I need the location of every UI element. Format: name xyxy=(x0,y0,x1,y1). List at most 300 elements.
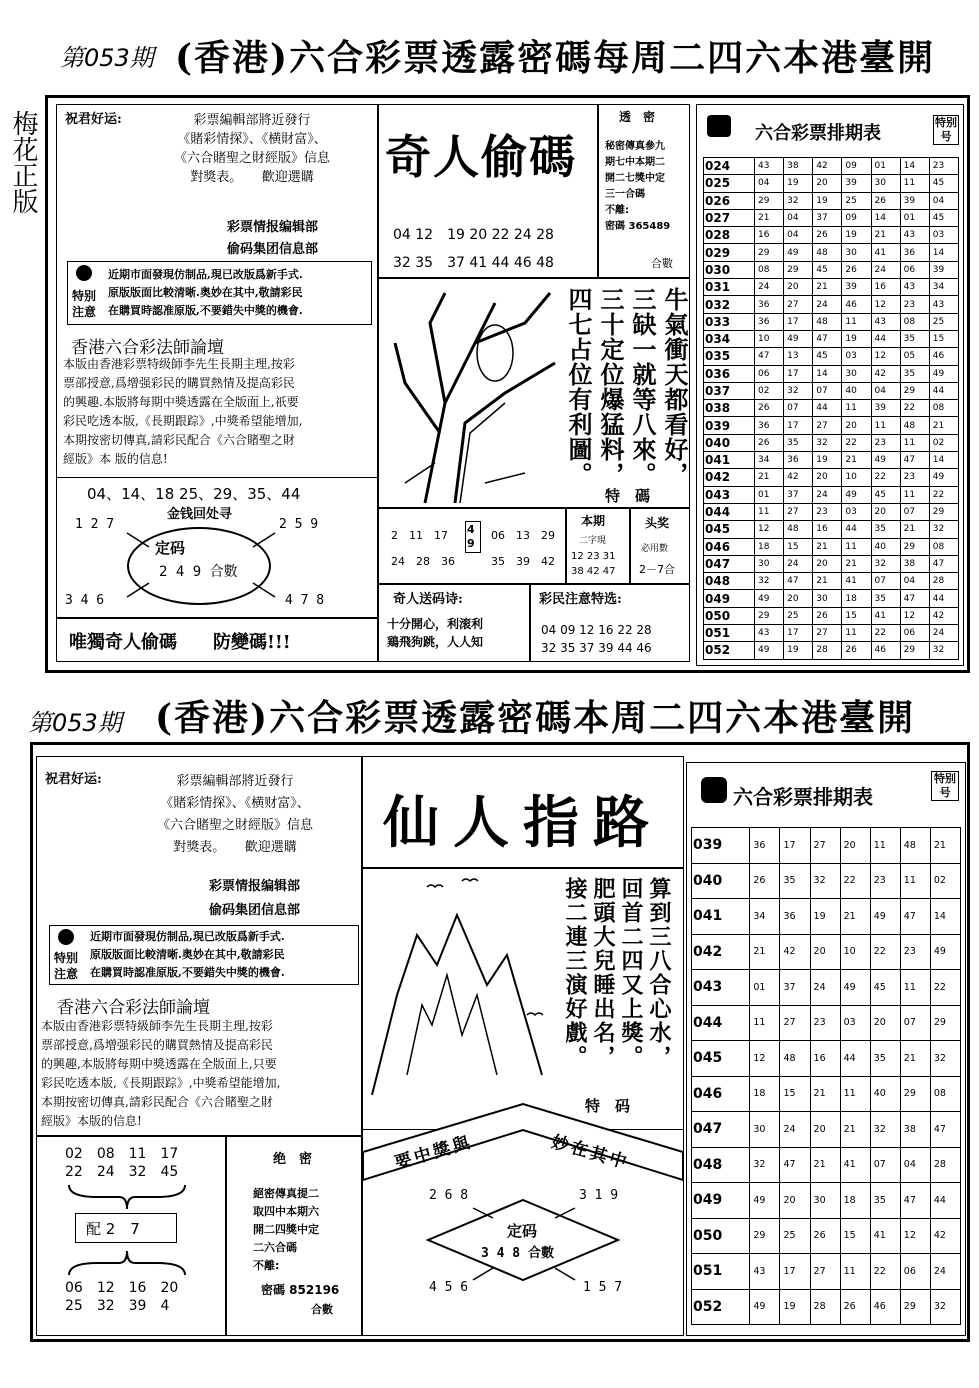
number-cell: 36 xyxy=(784,452,813,469)
number-cell: 21 xyxy=(813,279,842,296)
number-cell: 35 xyxy=(784,434,813,451)
number-cell: 32 xyxy=(810,863,840,899)
period-cell: 045 xyxy=(704,521,755,538)
top-side-label: 梅花正版 xyxy=(8,110,38,214)
number-cell: 36 xyxy=(750,828,780,864)
top-benqi-sub: 二字現 xyxy=(579,536,607,546)
number-cell: 47 xyxy=(813,330,842,347)
number-cell: 49 xyxy=(842,486,871,503)
number-cell: 19 xyxy=(780,1289,810,1325)
top-qiren-poem-title: 奇人送码诗: xyxy=(393,592,463,607)
number-cell: 03 xyxy=(929,227,958,244)
number-cell: 22 xyxy=(840,863,870,899)
top-corner-tr: 2 5 9 xyxy=(279,517,319,532)
bottom-table-box xyxy=(686,762,966,1336)
period-cell: 043 xyxy=(692,970,750,1006)
number-cell: 27 xyxy=(780,1005,810,1041)
number-cell: 20 xyxy=(871,503,900,520)
period-cell: 046 xyxy=(704,538,755,555)
number-cell: 47 xyxy=(900,899,930,935)
table-row xyxy=(704,175,959,192)
table-row xyxy=(704,486,959,503)
number-cell: 21 xyxy=(813,573,842,590)
table-row xyxy=(692,1218,961,1254)
top-qiren-title: 奇人偷碼 xyxy=(385,130,577,184)
number-cell: 08 xyxy=(755,261,784,278)
number-cell: 19 xyxy=(813,452,842,469)
number-cell: 35 xyxy=(900,330,929,347)
table-row xyxy=(704,296,959,313)
top-benqi-nums: 12 23 31 38 42 47 xyxy=(571,551,616,577)
number-cell: 20 xyxy=(784,279,813,296)
number-cell: 21 xyxy=(755,209,784,226)
number-cell: 35 xyxy=(870,1041,900,1077)
number-cell: 39 xyxy=(871,400,900,417)
period-cell: 044 xyxy=(704,503,755,520)
number-cell: 02 xyxy=(930,863,960,899)
number-cell: 49 xyxy=(750,1183,780,1219)
table-row xyxy=(704,192,959,209)
number-cell: 21 xyxy=(930,828,960,864)
number-cell: 41 xyxy=(871,607,900,624)
number-cell: 43 xyxy=(755,625,784,642)
top-benqi xyxy=(566,508,630,584)
table-row xyxy=(704,625,959,642)
number-cell: 26 xyxy=(750,863,780,899)
number-cell: 12 xyxy=(900,607,929,624)
table-row xyxy=(692,863,961,899)
bottom-issue-mark: 第053期 xyxy=(28,709,122,737)
number-cell: 24 xyxy=(813,296,842,313)
number-cell: 17 xyxy=(780,828,810,864)
top-issue-mark: 第053期 xyxy=(60,44,154,72)
period-cell: 048 xyxy=(692,1147,750,1183)
number-cell: 42 xyxy=(871,365,900,382)
number-cell: 04 xyxy=(755,175,784,192)
number-cell: 40 xyxy=(871,538,900,555)
bottom-juemi-lines: 絕密傳真提二 取四中本期六 開二四獎中定 二六合碼 不離: xyxy=(253,1187,319,1272)
number-cell: 22 xyxy=(870,1254,900,1290)
table-row xyxy=(704,382,959,399)
top-table-special: 特别号 xyxy=(935,116,957,143)
number-cell: 21 xyxy=(842,555,871,572)
number-cell: 45 xyxy=(870,970,900,1006)
number-cell: 19 xyxy=(842,227,871,244)
table-row xyxy=(704,330,959,347)
number-cell: 46 xyxy=(929,348,958,365)
number-cell: 28 xyxy=(929,573,958,590)
bottom-juemi-title: 绝 密 xyxy=(273,1152,313,1167)
bottom-poem-line-2: 回首二四又上獎。 xyxy=(618,877,644,1069)
number-cell: 27 xyxy=(813,417,842,434)
number-cell: 12 xyxy=(900,1218,930,1254)
period-cell: 045 xyxy=(692,1041,750,1077)
number-cell: 46 xyxy=(871,642,900,659)
period-cell: 027 xyxy=(704,209,755,226)
number-cell: 27 xyxy=(813,625,842,642)
number-cell: 10 xyxy=(840,934,870,970)
number-cell: 03 xyxy=(840,1005,870,1041)
number-cell: 15 xyxy=(784,538,813,555)
number-cell: 32 xyxy=(813,434,842,451)
top-notice xyxy=(67,261,372,325)
number-cell: 35 xyxy=(871,521,900,538)
top-mini-mid: 49 xyxy=(465,521,481,553)
number-cell: 48 xyxy=(813,244,842,261)
bottom-pei: 配 2 7 xyxy=(86,1220,140,1238)
number-cell: 11 xyxy=(842,313,871,330)
period-cell: 036 xyxy=(704,365,755,382)
number-cell: 32 xyxy=(930,1041,960,1077)
top-toumi-title: 透 密 xyxy=(619,110,656,124)
number-cell: 42 xyxy=(813,158,842,175)
top-title: (香港)六合彩票透露密碼每周二四六本港臺開 xyxy=(175,37,936,79)
number-cell: 17 xyxy=(784,313,813,330)
number-cell: 09 xyxy=(842,158,871,175)
tree-illustration xyxy=(385,283,565,505)
number-cell: 10 xyxy=(755,330,784,347)
number-cell: 20 xyxy=(840,828,870,864)
top-toumi-suffix: 合數 xyxy=(651,257,673,270)
number-cell: 20 xyxy=(813,469,842,486)
number-cell: 42 xyxy=(780,934,810,970)
number-cell: 20 xyxy=(870,1005,900,1041)
number-cell: 08 xyxy=(929,538,958,555)
number-cell: 11 xyxy=(755,503,784,520)
table-row xyxy=(704,573,959,590)
number-cell: 14 xyxy=(929,244,958,261)
number-cell: 32 xyxy=(870,1112,900,1148)
bottom-table-title: 六合彩票排期表 xyxy=(733,785,873,809)
period-cell: 024 xyxy=(704,158,755,175)
number-cell: 47 xyxy=(784,573,813,590)
period-cell: 050 xyxy=(704,607,755,624)
top-table-box xyxy=(696,104,964,666)
top-forum-title: 香港六合彩法師論壇 xyxy=(71,338,224,358)
number-cell: 14 xyxy=(929,452,958,469)
top-schedule-table xyxy=(703,157,959,660)
table-row xyxy=(692,1254,961,1290)
number-cell: 03 xyxy=(842,348,871,365)
flower-icon xyxy=(76,265,92,281)
number-cell: 08 xyxy=(930,1076,960,1112)
bottom-notice-label: 特别注意 xyxy=(54,951,79,981)
number-cell: 30 xyxy=(750,1112,780,1148)
number-cell: 34 xyxy=(929,279,958,296)
table-row xyxy=(692,899,961,935)
number-cell: 18 xyxy=(750,1076,780,1112)
dragon-icon xyxy=(701,777,727,803)
number-cell: 35 xyxy=(780,863,810,899)
number-cell: 04 xyxy=(784,227,813,244)
number-cell: 44 xyxy=(813,400,842,417)
number-cell: 07 xyxy=(900,1005,930,1041)
number-cell: 30 xyxy=(842,244,871,261)
table-row xyxy=(704,348,959,365)
number-cell: 04 xyxy=(871,382,900,399)
mountain-illustration xyxy=(367,875,567,1115)
number-cell: 49 xyxy=(784,244,813,261)
number-cell: 49 xyxy=(755,642,784,659)
number-cell: 46 xyxy=(842,296,871,313)
period-cell: 025 xyxy=(704,175,755,192)
top-benqi-title: 本期 xyxy=(581,514,606,528)
number-cell: 19 xyxy=(784,642,813,659)
bottom-nums-top: 02 08 11 17 22 24 32 45 xyxy=(65,1146,179,1180)
number-cell: 05 xyxy=(900,348,929,365)
number-cell: 11 xyxy=(840,1254,870,1290)
number-cell: 24 xyxy=(755,279,784,296)
bottom-banner-left: 要中獎與 xyxy=(392,1132,475,1174)
number-cell: 22 xyxy=(871,469,900,486)
table-row xyxy=(704,538,959,555)
number-cell: 13 xyxy=(784,348,813,365)
number-cell: 21 xyxy=(900,1041,930,1077)
number-cell: 39 xyxy=(900,192,929,209)
brace-top xyxy=(67,1183,187,1213)
number-cell: 48 xyxy=(780,1041,810,1077)
number-cell: 20 xyxy=(810,934,840,970)
number-cell: 17 xyxy=(784,417,813,434)
bottom-title: (香港)六合彩票透露密碼本周二四六本港臺開 xyxy=(155,697,916,739)
number-cell: 21 xyxy=(810,1147,840,1183)
top-poem-line-2: 三缺一就等八來。 xyxy=(628,287,657,487)
number-cell: 37 xyxy=(813,209,842,226)
number-cell: 10 xyxy=(842,469,871,486)
number-cell: 25 xyxy=(929,313,958,330)
top-qiren-poem-lines: 十分開心，利滚利 鶏飛狗跳，人人知 xyxy=(387,617,484,649)
number-cell: 15 xyxy=(929,330,958,347)
top-qiren-box xyxy=(378,104,598,278)
period-cell: 034 xyxy=(704,330,755,347)
bottom-dingma-panel xyxy=(362,1100,684,1336)
number-cell: 21 xyxy=(813,538,842,555)
number-cell: 27 xyxy=(784,503,813,520)
number-cell: 30 xyxy=(813,590,842,607)
top-caimin-title: 彩民注意特选: xyxy=(539,592,622,607)
number-cell: 26 xyxy=(842,642,871,659)
number-cell: 41 xyxy=(840,1147,870,1183)
number-cell: 16 xyxy=(810,1041,840,1077)
number-cell: 29 xyxy=(900,538,929,555)
number-cell: 22 xyxy=(900,400,929,417)
number-cell: 19 xyxy=(810,899,840,935)
top-slogan: 唯獨奇人偷碼 防變碼!!! xyxy=(69,632,291,653)
table-row xyxy=(704,590,959,607)
number-cell: 43 xyxy=(900,279,929,296)
top-mini-right: 06 13 29 35 39 42 xyxy=(491,529,555,568)
number-cell: 43 xyxy=(750,1254,780,1290)
number-cell: 29 xyxy=(755,607,784,624)
number-cell: 27 xyxy=(810,1254,840,1290)
number-cell: 40 xyxy=(842,382,871,399)
top-notice-text: 近期市面發現仿制品,現已改版爲新手式. 原版版面比較清晰.奥妙在其中,敬請彩民 在購買時認准原版,不要錯失中獎的機會. xyxy=(108,268,303,317)
bottom-org: 彩票情报编辑部 偷码集团信息部 xyxy=(209,879,301,918)
bottom-forum-body: 本版由香港彩票特級師李先生長期主理,按彩 票部授意,爲增强彩民的購買熱情及提高彩民 的興趣,本版將每期中獎透露在全版面上,只要 彩民吃透本版,《長期跟踪》,中獎希望能增加, 本期按密切傳真,請彩民配合《六合賭聖之財 經版》本版的信息! xyxy=(41,1019,281,1128)
top-left-panel xyxy=(56,104,378,618)
period-cell: 040 xyxy=(704,434,755,451)
number-cell: 40 xyxy=(870,1076,900,1112)
number-cell: 23 xyxy=(929,158,958,175)
number-cell: 28 xyxy=(813,642,842,659)
bottom-juemi-code: 密碼 852196 xyxy=(261,1283,340,1297)
number-cell: 11 xyxy=(900,863,930,899)
table-row xyxy=(704,400,959,417)
number-cell: 11 xyxy=(900,434,929,451)
number-cell: 08 xyxy=(900,313,929,330)
bottom-nums-bottom: 06 12 16 20 25 32 39 4 xyxy=(65,1280,179,1314)
number-cell: 38 xyxy=(900,555,929,572)
number-cell: 15 xyxy=(842,607,871,624)
table-row xyxy=(704,521,959,538)
bottom-poem-box xyxy=(362,868,684,1130)
number-cell: 36 xyxy=(755,296,784,313)
table-row xyxy=(692,1005,961,1041)
flower-icon xyxy=(58,929,74,945)
period-cell: 033 xyxy=(704,313,755,330)
number-cell: 21 xyxy=(840,1112,870,1148)
number-cell: 44 xyxy=(840,1041,870,1077)
top-poem-line-3: 三十定位爆猛料， xyxy=(596,287,625,487)
table-row xyxy=(692,970,961,1006)
number-cell: 29 xyxy=(784,261,813,278)
top-qiren-poem xyxy=(378,584,530,662)
number-cell: 20 xyxy=(784,590,813,607)
number-cell: 35 xyxy=(870,1183,900,1219)
period-cell: 047 xyxy=(692,1112,750,1148)
bottom-poem-line-1: 算到三八合心水， xyxy=(646,877,672,1069)
bottom-poem-special: 特 码 xyxy=(585,1097,631,1115)
number-cell: 26 xyxy=(840,1289,870,1325)
top-mini-nums xyxy=(378,508,566,584)
number-cell: 16 xyxy=(813,521,842,538)
bottom-corner-bl: 4 5 6 xyxy=(429,1280,469,1295)
number-cell: 12 xyxy=(871,296,900,313)
bottom-greeting-text: 彩票編輯部將近發行 《賭彩情探》、《横财富》、 《六合賭聖之財經版》信息 對獎表。 歡迎選購 xyxy=(156,774,313,855)
number-cell: 29 xyxy=(929,503,958,520)
number-cell: 07 xyxy=(870,1147,900,1183)
number-cell: 22 xyxy=(842,434,871,451)
number-cell: 18 xyxy=(840,1183,870,1219)
number-cell: 26 xyxy=(842,261,871,278)
number-cell: 07 xyxy=(900,503,929,520)
number-cell: 49 xyxy=(929,469,958,486)
number-cell: 16 xyxy=(755,227,784,244)
number-cell: 24 xyxy=(930,1254,960,1290)
bottom-notice-text: 近期市面發現仿制品,現已改版爲新手式. 原版版面比較清晰.奥妙在其中,敬請彩民 在購買時認准原版,不要錯失中獎的機會. xyxy=(90,930,285,979)
number-cell: 27 xyxy=(784,296,813,313)
number-cell: 39 xyxy=(842,279,871,296)
top-dingma-label: 定码 xyxy=(155,539,186,557)
top-corner-br: 4 7 8 xyxy=(285,593,325,608)
bottom-xianren-box xyxy=(362,756,684,868)
number-cell: 15 xyxy=(780,1076,810,1112)
number-cell: 21 xyxy=(810,1076,840,1112)
number-cell: 11 xyxy=(842,400,871,417)
number-cell: 45 xyxy=(929,175,958,192)
period-cell: 038 xyxy=(704,400,755,417)
number-cell: 07 xyxy=(871,573,900,590)
number-cell: 23 xyxy=(900,296,929,313)
top-numbers-line: 04、14、18 25、29、35、44 xyxy=(87,485,301,503)
number-cell: 20 xyxy=(780,1183,810,1219)
number-cell: 32 xyxy=(929,642,958,659)
bottom-greeting-label: 祝君好运: xyxy=(45,772,102,787)
number-cell: 47 xyxy=(900,590,929,607)
number-cell: 38 xyxy=(784,158,813,175)
top-greeting-text: 彩票編輯部將近發行 《賭彩情探》、《横財富》、 《六合賭聖之財經版》信息 對獎表。 歡迎選購 xyxy=(173,113,330,185)
number-cell: 29 xyxy=(755,244,784,261)
number-cell: 06 xyxy=(900,1254,930,1290)
number-cell: 29 xyxy=(900,1076,930,1112)
number-cell: 34 xyxy=(755,452,784,469)
number-cell: 47 xyxy=(929,555,958,572)
number-cell: 04 xyxy=(784,209,813,226)
number-cell: 47 xyxy=(780,1147,810,1183)
period-cell: 051 xyxy=(692,1254,750,1290)
table-row xyxy=(692,1147,961,1183)
table-row xyxy=(704,555,959,572)
number-cell: 30 xyxy=(871,175,900,192)
top-forum-body: 本版由香港彩票特级師李先生長期主理,按彩 票部授意,爲增强彩民的購買熱情及提高彩民 的興趣.本版將每期中獎透露在全版面上,祇要 彩民吃透本版,《長期跟踪》,中獎希望能增加, 本期按密切傳真,請彩民配合《六合賭聖之財 經版》本 版的信息! xyxy=(63,357,303,466)
top-toujiang-title: 头奖 xyxy=(645,516,670,530)
table-row xyxy=(692,1183,961,1219)
period-cell: 040 xyxy=(692,863,750,899)
number-cell: 08 xyxy=(929,400,958,417)
number-cell: 22 xyxy=(870,934,900,970)
table-row xyxy=(704,244,959,261)
number-cell: 28 xyxy=(930,1147,960,1183)
number-cell: 30 xyxy=(755,555,784,572)
number-cell: 04 xyxy=(900,573,929,590)
bottom-forum-title: 香港六合彩法師論壇 xyxy=(57,998,210,1018)
number-cell: 29 xyxy=(930,1005,960,1041)
period-cell: 049 xyxy=(704,590,755,607)
number-cell: 14 xyxy=(900,158,929,175)
number-cell: 26 xyxy=(813,607,842,624)
period-cell: 035 xyxy=(704,348,755,365)
number-cell: 30 xyxy=(842,365,871,382)
number-cell: 04 xyxy=(929,192,958,209)
number-cell: 20 xyxy=(810,1112,840,1148)
period-cell: 046 xyxy=(692,1076,750,1112)
bottom-table-special: 特别号 xyxy=(931,771,959,801)
number-cell: 41 xyxy=(842,573,871,590)
table-row xyxy=(704,365,959,382)
number-cell: 45 xyxy=(871,486,900,503)
period-cell: 041 xyxy=(692,899,750,935)
number-cell: 48 xyxy=(900,828,930,864)
number-cell: 07 xyxy=(784,400,813,417)
top-dingma-value: 2 4 9 合數 xyxy=(159,564,238,580)
number-cell: 34 xyxy=(750,899,780,935)
number-cell: 21 xyxy=(871,227,900,244)
number-cell: 35 xyxy=(871,590,900,607)
number-cell: 29 xyxy=(900,382,929,399)
number-cell: 47 xyxy=(930,1112,960,1148)
top-poem-line-1: 牛氣衝天都看好， xyxy=(660,287,689,487)
table-row xyxy=(704,158,959,175)
table-row xyxy=(704,469,959,486)
number-cell: 01 xyxy=(755,486,784,503)
table-row xyxy=(692,1041,961,1077)
table-row xyxy=(692,828,961,864)
number-cell: 41 xyxy=(870,1218,900,1254)
number-cell: 22 xyxy=(930,970,960,1006)
period-cell: 052 xyxy=(692,1289,750,1325)
period-cell: 042 xyxy=(692,934,750,970)
table-row xyxy=(704,279,959,296)
